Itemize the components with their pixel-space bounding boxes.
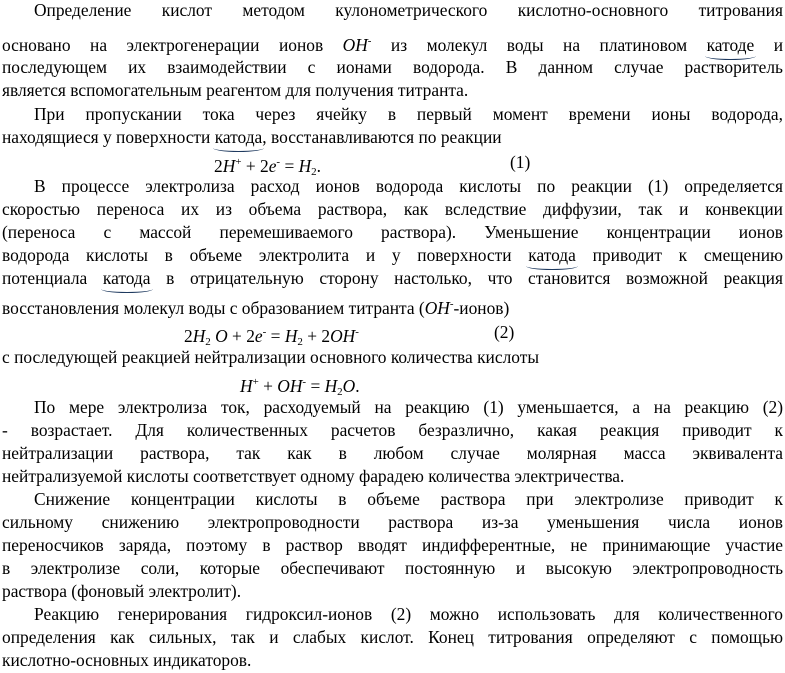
underlined-term: катода [214, 127, 263, 147]
p6-line4: в электролизе соли, которые обеспечивают постоянную и высокую электропроводность [2, 558, 783, 578]
p7-line1: Реакцию генерирования гидроксил-ионов (2) можно использовать для количественного [34, 604, 783, 624]
p3-line1: В процессе электролиза расход ионов водорода кислоты по реакции (1) определяется [34, 176, 783, 196]
p5-line3: нейтрализации раствора, так как в любом случае молярная масса эквивалента [2, 443, 783, 463]
p6-line5: раствора (фоновый электролит). [2, 581, 242, 601]
p3-line3: (переноса с массой перемешиваемого раствора). Уменьшение концентрации ионов [2, 222, 783, 242]
p2-line1: При пропускании тока через ячейку в первый момент времени ионы водорода, [34, 104, 783, 124]
p3-line5: потенциала катода в отрицательную сторону настолько, что становится возможной реакция [2, 268, 783, 288]
equation-2: $2H_2$ $O + 2e^- = H_2 + 2OH^-$ [184, 326, 359, 348]
p3-line4: водорода кислоты в объеме электролита и у поверхности катода приводит к смещению [2, 245, 783, 265]
p2-line2: находящиеся у поверхности катода, восстанавливаются по реакции [2, 127, 502, 147]
underlined-term: катода [102, 268, 151, 288]
p5-line1: По мере электролиза ток, расходуемый на реакцию (1) уменьшается, а на реакцию (2) [34, 397, 783, 417]
p7-line2: определения как сильных, так и слабых кислот. Конец титрования определяют с помощью [2, 627, 783, 647]
p4-line1: с последующей реакцией нейтрализации основного количества кислоты [2, 347, 540, 367]
underlined-term: катода [528, 245, 576, 265]
underlined-term: катоде [706, 35, 755, 55]
p7-line3: кислотно-основных индикаторов. [2, 650, 252, 670]
p1-line1: Определение кислот методом кулонометрического кислотно-основного титрования [34, 0, 783, 20]
p1-line4: является вспомогательным реагентом для получения титранта. [2, 80, 469, 100]
p5-line4: нейтрализуемой кислоты соответствует одному фарадею количества электричества. [2, 466, 625, 486]
p1-line3: последующем их взаимодействии с ионами водорода. В данном случае растворитель [2, 57, 783, 77]
p1-line2: основано на электрогенерации ионов OH- из молекул воды на платиновом катоде и [2, 35, 783, 55]
equation-3: $H^+ + OH^- = H_2O$. [240, 376, 360, 398]
p6-line1: Снижение концентрации кислоты в объеме раствора при электролизе приводит к [34, 489, 783, 509]
equation-2-number: (2) [494, 322, 515, 342]
equation-1-number: (1) [510, 152, 531, 172]
p3-line6: восстановления молекул воды с образованием титранта (OH--ионов) [2, 298, 510, 318]
p6-line3: переносчиков заряда, поэтому в раствор вводят индифферентные, не принимающие участие [2, 535, 783, 555]
p5-line2: - возрастает. Для количественных расчетов безразлично, какая реакция приводит к [2, 420, 783, 440]
p6-line2: сильному снижению электропроводности раствора из-за уменьшения числа ионов [2, 512, 783, 532]
p3-line2: скоростью переноса их из объема раствора, как вследствие диффузии, так и конвекции [2, 199, 783, 219]
equation-1: $2H^+ + 2e^- = H_2$. [214, 156, 322, 178]
